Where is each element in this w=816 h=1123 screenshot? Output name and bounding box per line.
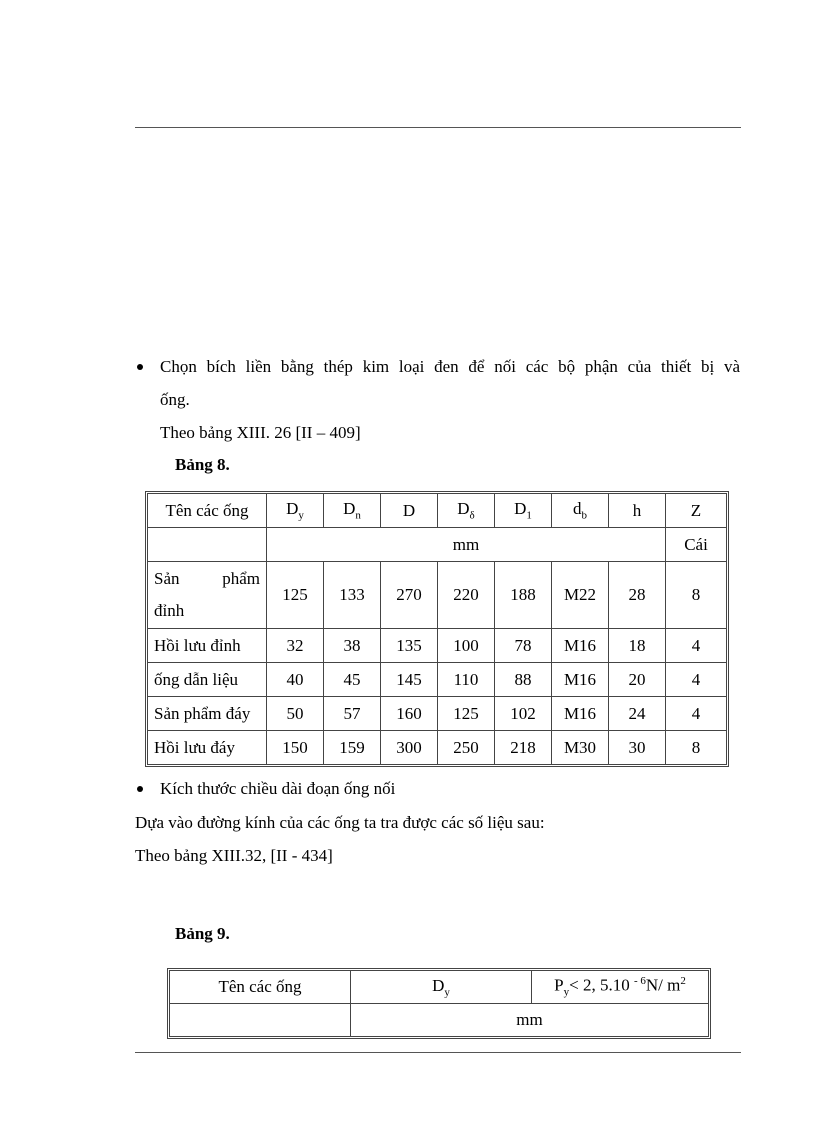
table-header-row (148, 494, 726, 528)
bullet-dot (137, 364, 143, 370)
bullet-text-continuation: ống. (160, 390, 190, 409)
header-d1: $D_1$ (495, 494, 552, 528)
unit-cai: Cái (666, 528, 726, 562)
header-d: D (381, 494, 438, 528)
bullet-dot (137, 786, 143, 792)
row-name: Hồi lưu đáy (148, 731, 267, 764)
table9-caption: Bảng 9. (175, 924, 230, 943)
row-name: ống dẫn liệu (148, 663, 267, 697)
header-py: $P_y< 2$, 5.10 $^{- 6}$N/ $m^2$ (532, 971, 708, 1004)
pipe-length-table (167, 968, 711, 1039)
header-ddelta: $D_\delta$ (438, 494, 495, 528)
table-row: Sản phẩm đáy 50 57 160 125 102 M16 24 4 (148, 697, 726, 731)
header-name: Tên các ống (148, 494, 267, 528)
footer-rule (135, 1052, 741, 1053)
table-reference: Theo bảng XIII. 26 [II – 409] (160, 423, 361, 442)
table-row: ống dẫn liệu 40 45 145 110 88 M16 20 4 (148, 663, 726, 697)
flange-table (145, 491, 729, 767)
paragraph: Dựa vào đường kính của các ống ta tra được các số liệu sau: (135, 813, 545, 832)
table-units-row (170, 1004, 708, 1036)
table-row: Hồi lưu đáy 150 159 300 250 218 M30 30 8 (148, 731, 726, 764)
table-row: Hồi lưu đỉnh 32 38 135 100 78 M16 18 4 (148, 629, 726, 663)
unit-mm: mm (516, 1010, 543, 1029)
table8-caption: Bảng 8. (175, 455, 230, 474)
unit-mm: mm (267, 528, 666, 562)
header-dn: $D_n$ (324, 494, 381, 528)
row-name: Hồi lưu đỉnh (148, 629, 267, 663)
table-row: Sản phẩm đỉnh 125 133 270 220 188 M22 28 8 (148, 562, 726, 629)
table-reference: Theo bảng XIII.32, [II - 434] (135, 846, 333, 865)
header-rule (135, 127, 741, 128)
table-header-row (170, 971, 708, 1004)
header-z: Z (666, 494, 726, 528)
bullet-text: Kích thước chiều dài đoạn ống nối (160, 779, 396, 798)
bullet-text: Chọn bích liền bằng thép kim loại đen để nối các bộ phận của thiết bị và (160, 357, 740, 376)
header-name: Tên các ống (170, 971, 351, 1004)
header-h: h (609, 494, 666, 528)
header-dy: $D_y$ (267, 494, 324, 528)
row-name: Sản phẩm đỉnh (148, 562, 267, 629)
header-dy: $D_y$ (351, 971, 532, 1004)
table-units-row (148, 528, 726, 562)
row-name: Sản phẩm đáy (148, 697, 267, 731)
header-db: $d_b$ (552, 494, 609, 528)
